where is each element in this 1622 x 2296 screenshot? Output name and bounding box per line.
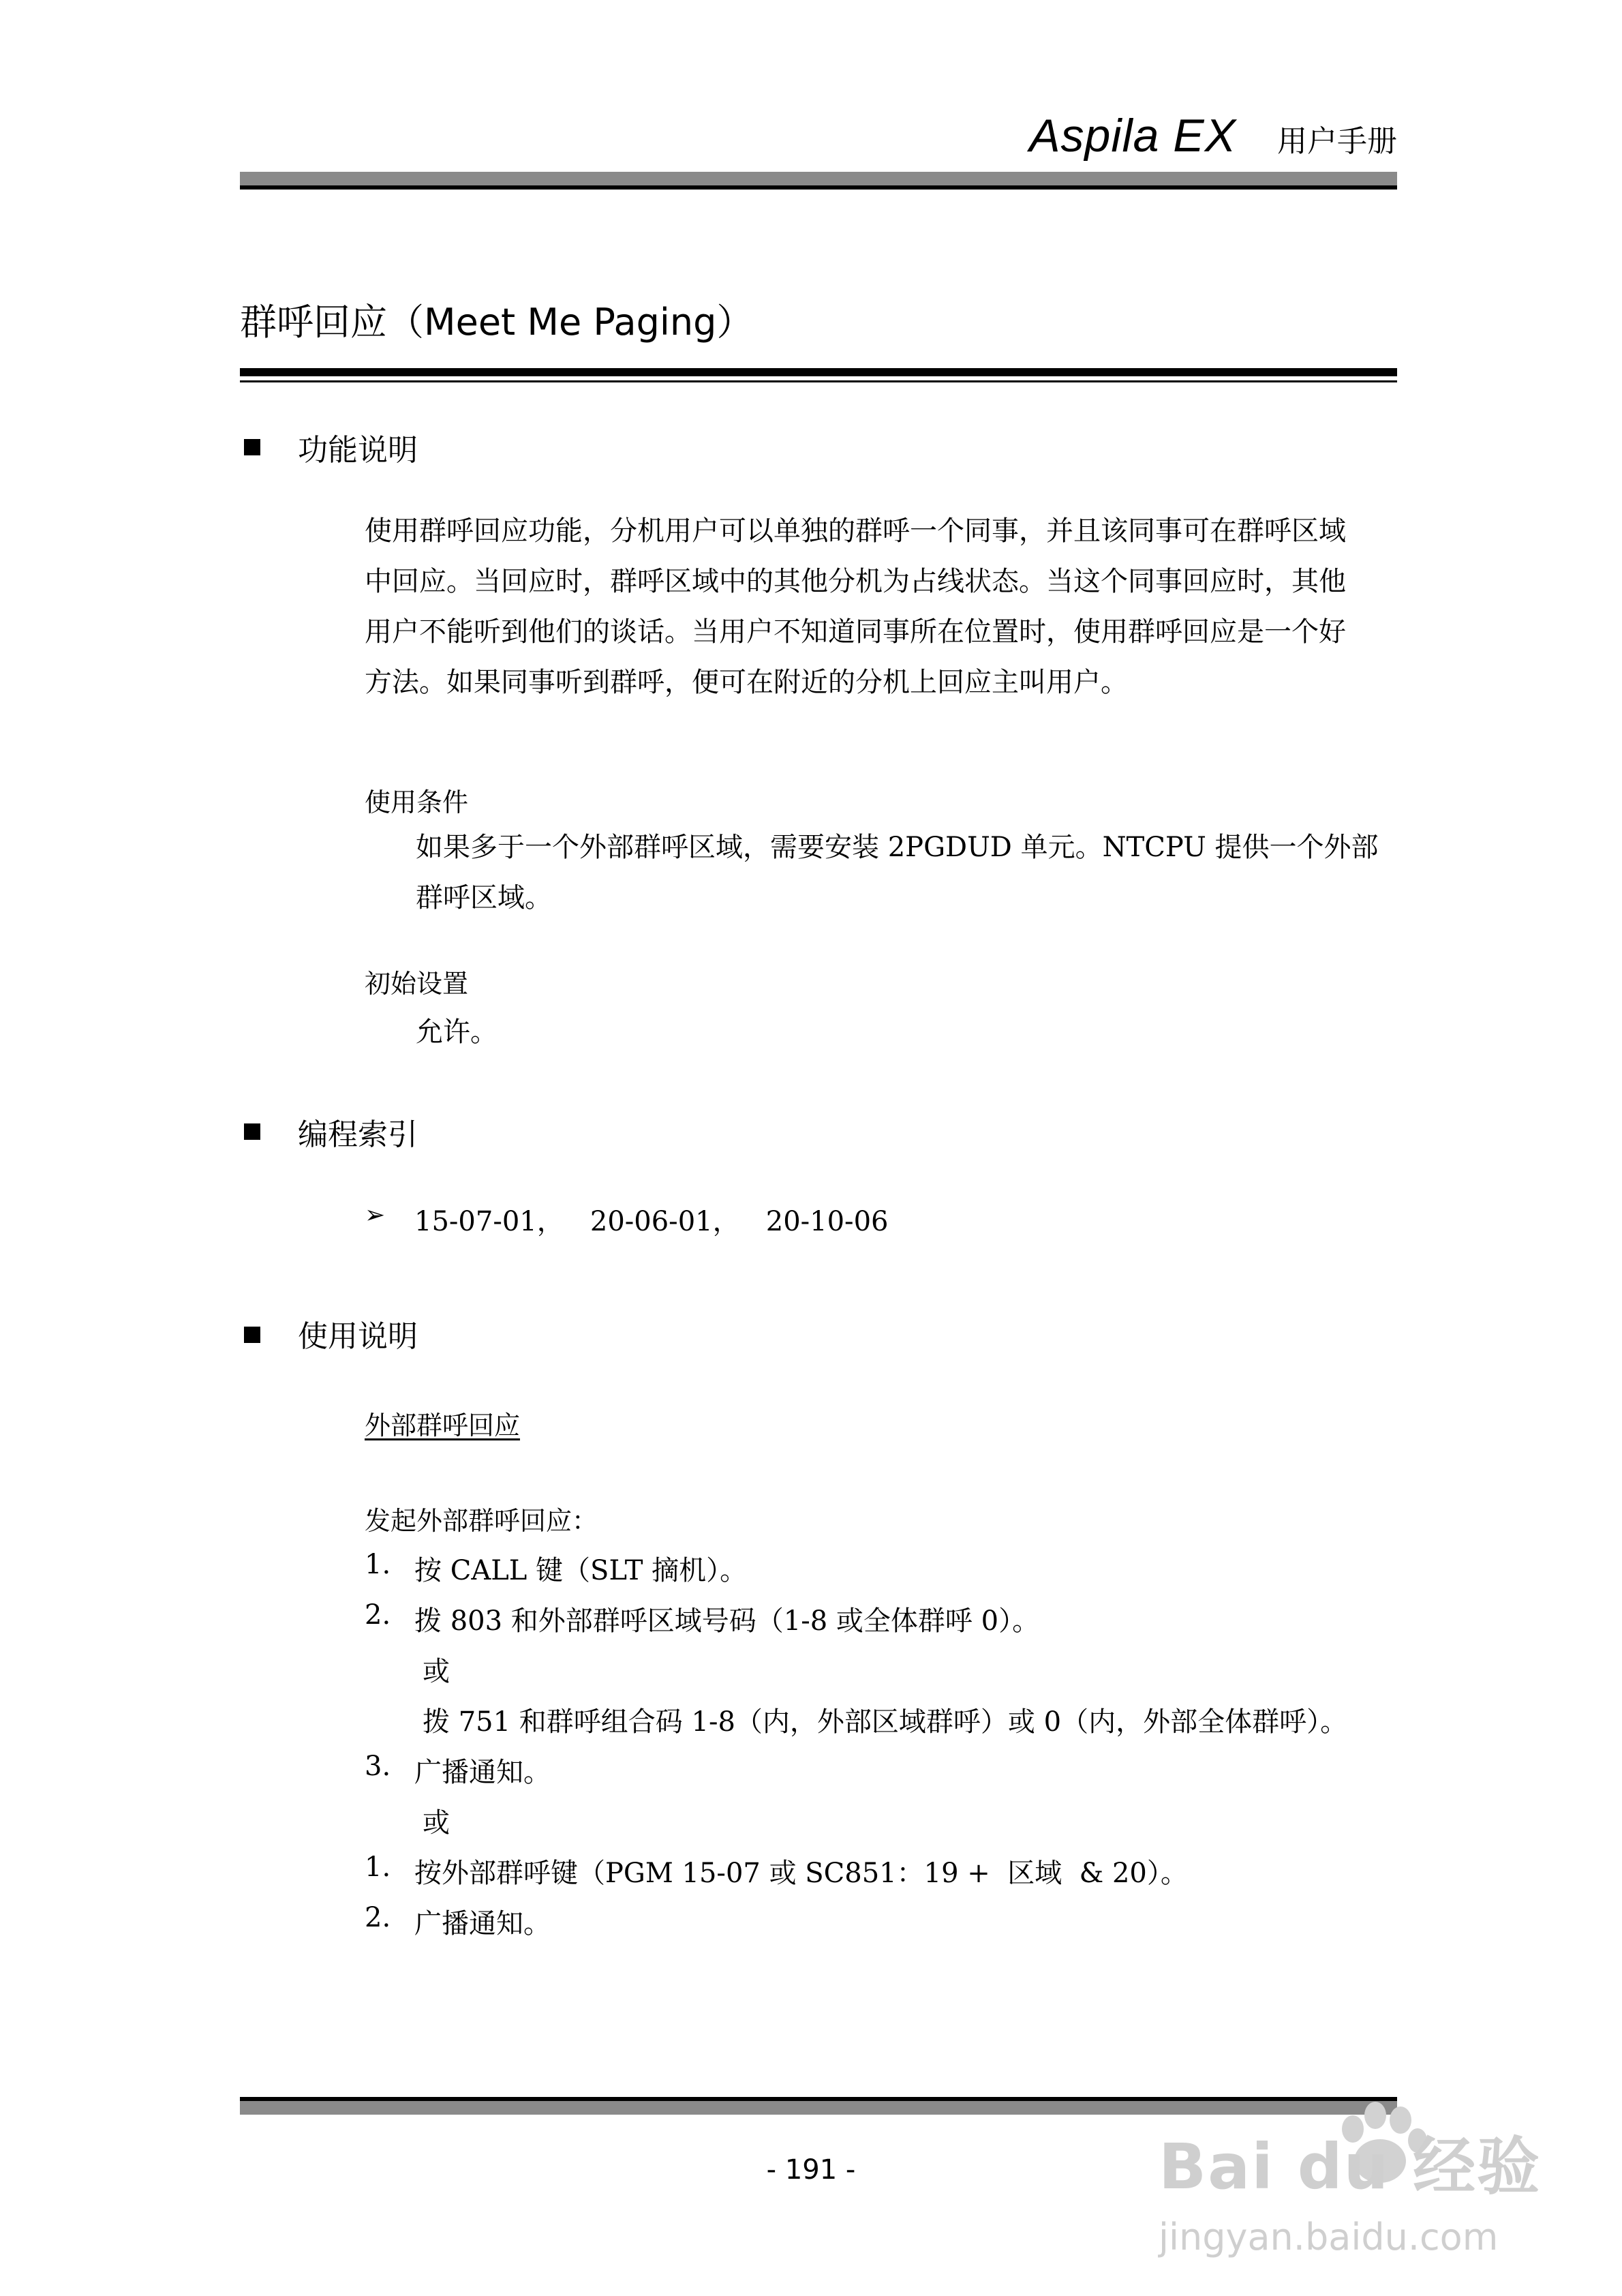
step-number: 2. — [365, 1599, 391, 1631]
start-heading: 发起外部群呼回应： — [365, 1506, 598, 1536]
watermark-logo — [1159, 2096, 1542, 2203]
section-title: 群呼回应（Meet Me Paging） — [240, 301, 754, 344]
function-paragraph — [365, 506, 1401, 708]
arrow-bullet: ➢ — [365, 1201, 386, 1229]
heading-conditions: 使用条件 — [365, 787, 469, 817]
step-number: 1. — [365, 1852, 391, 1883]
paragraph-line: 方法。如果同事听到群呼，便可在附近的分机上回应主叫用户。 — [365, 667, 1128, 698]
heading-initial-setting: 初始设置 — [365, 969, 469, 999]
page-number: - 191 - — [766, 2154, 856, 2186]
step-text: 广播通知。 — [414, 1908, 551, 1939]
alt-step-text: 拨 751 和群呼组合码 1-8（内，外部区域群呼）或 0（内，外部全体群呼）。 — [423, 1706, 1348, 1738]
step-number: 2. — [365, 1902, 391, 1933]
header-manual-label: 用户手册 — [1277, 124, 1397, 159]
step-number: 1. — [365, 1549, 391, 1580]
step-text: 按 CALL 键（SLT 摘机）。 — [414, 1555, 748, 1586]
header-rule-gray — [240, 172, 1397, 185]
heading-usage: 使用说明 — [298, 1319, 418, 1354]
page-header — [1029, 109, 1397, 170]
conditions-paragraph — [416, 822, 1401, 923]
paragraph-line: 用户不能听到他们的谈话。当用户不知道同事所在位置时，使用群呼回应是一个好 — [365, 616, 1346, 648]
header-brand: Aspila EX — [1029, 110, 1236, 162]
heading-function-desc: 功能说明 — [298, 433, 418, 468]
title-rule-thin — [240, 380, 1397, 382]
paragraph-line: 如果多于一个外部群呼区域，需要安装 2PGDUD 单元。NTCPU 提供一个外部 — [416, 832, 1379, 863]
paragraph-line: 使用群呼回应功能，分机用户可以单独的群呼一个同事，并且该同事可在群呼区域 — [365, 515, 1346, 547]
watermark-logo-text: Bai du 经验 — [1159, 2130, 1542, 2203]
step-text: 广播通知。 — [414, 1757, 551, 1788]
programming-refs: 15-07-01， 20-06-01， 20-10-06 — [414, 1206, 889, 1237]
bullet-square — [244, 1123, 260, 1140]
bullet-square — [244, 439, 260, 455]
title-rule-thick — [240, 368, 1397, 376]
step-text: 拨 803 和外部群呼区域号码（1-8 或全体群呼 0）。 — [414, 1605, 1040, 1637]
paragraph-line: 群呼区域。 — [416, 882, 552, 913]
step-text: 按外部群呼键（PGM 15-07 或 SC851：19 + 区域 & 20）。 — [414, 1858, 1188, 1889]
bullet-square — [244, 1327, 260, 1343]
step-number: 3. — [365, 1751, 391, 1782]
or-connector: 或 — [423, 1807, 450, 1839]
watermark-url: jingyan.baidu.com — [1159, 2216, 1499, 2259]
header-rule-black — [240, 185, 1397, 190]
usage-subheading: 外部群呼回应 — [365, 1410, 521, 1440]
or-connector: 或 — [423, 1656, 450, 1687]
initial-setting-value: 允许。 — [416, 1016, 498, 1048]
paragraph-line: 中回应。当回应时，群呼区域中的其他分机为占线状态。当这个同事回应时，其他 — [365, 566, 1346, 597]
heading-programming: 编程索引 — [298, 1117, 418, 1152]
